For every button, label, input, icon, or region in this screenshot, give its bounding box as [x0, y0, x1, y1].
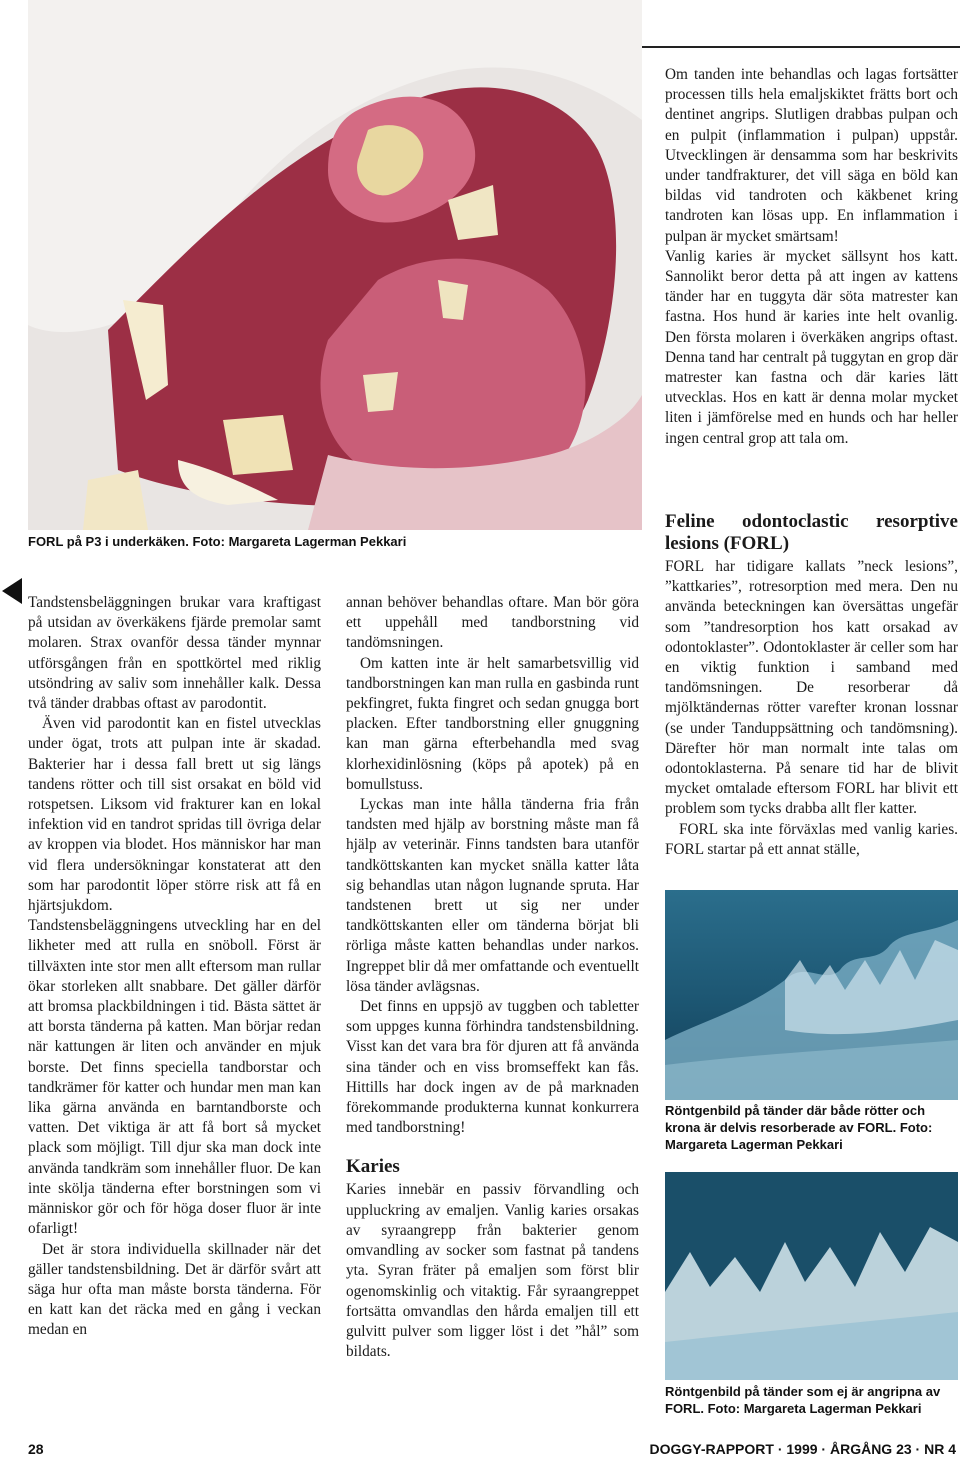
paragraph: FORL ska inte förväxlas med vanlig karies. FORL startar på ett annat ställe, [665, 820, 958, 858]
paragraph: FORL har tidigare kallats ”neck lesions”, ”kattkaries”, rotresorption med mera. Den nu använda beteckningen kan översättas ungefär som ”tandresorption hos katt orsakad av odontoklaster”. Odontoklaster är celler som har en viktig funktion i samband med tandömsningen. De resorberar då mjölktändernas rötter varefter kronan lossnar (se under Tanduppsättning och tandömsning). Därefter hör man normalt inte talas om odontoklasterna. På senare tid har de blivit mycket omtalade eftersom FORL har blivit ett problem som tycks drabba allt fler katter. [665, 558, 958, 818]
paragraph: Vanlig karies är mycket sällsynt hos katt. Sannolikt beror detta på att ingen av kattens tänder har en tuggyta där söta matrester kan fastna. Hos hund är karies inte helt ovanlig. Den första molaren i överkäken angrips oftast. Denna tand har centralt på tuggytan en grop där matrester kan fastna och där karies lätt utvecklas. Hos en katt är denna molar mycket liten i jämförelse med en hunds och har heller ingen central grop att tala om. [665, 247, 958, 447]
paragraph: Även vid parodontit kan en fistel utvecklas under ögat, trots att pulpan inte är skadad. Bakterier har i dessa fall brett ut sig längs tandens rötter och till sist orsakat en böld vid rotspetsen. Liksom vid frakturer kan en lokal infektion vid en tandrot spridas till övriga delar av kroppen via blodet. Hos människor har man vid flera undersökningar konstaterat att den som har parodontit löper större risk att få en hjärtsjukdom. [28, 715, 321, 915]
paragraph: Det finns en uppsjö av tuggben och tabletter som uppges kunna förhindra tandstensbildning. Visst kan det vara bra för djuren att få använda sina tänder och en viss bromseffekt kan fås. Hittills har dock ingen av de på marknaden förekommande produkterna kunnat konkurrera med tandborstning! [346, 998, 639, 1137]
publication-info: DOGGY-RAPPORT · 1999 · ÅRGÅNG 23 · NR 4 [649, 1441, 956, 1457]
right-column-top [665, 65, 958, 449]
paragraph: Karies innebär en passiv förvandling och uppluckring av emaljen. Vanlig karies orsakas av syraangrepp från bakterier genom omvandling av socker som fastnat på tandens yta. Syran fräter på emaljen som först blir ogenomskinlig och vitaktig. Får syraangreppet fortsätta omvandlas den hårda emaljen till ett gulvitt pulver som ligger löst i det ”hål” som bildats. [346, 1181, 639, 1361]
forl-heading: Feline odontoclastic resorptive lesions (FORL) [665, 511, 958, 554]
xray-healthy-photo [665, 1172, 958, 1380]
paragraph: Tandstensbeläggningens utveckling har en del likheter med att rulla en snöboll. Först är tillväxten inte stor men allt eftersom man rullar ökar storleken allt snabbare. Det gäller därför att bromsa plackbildningen i tid. Bästa sättet är att borsta tänderna på katten. Man börjar redan när kattungen är liten och använder en mjuk borste. Det finns speciella tandborstar och tandkrämer för katter och hundar men man kan lika gärna använda en barntandborste och vatten. Det viktiga är att få bort så mycket plack som möjligt. Till djur ska man dock inte använda tandkräm som innehåller fluor. De kan inte skölja tänderna efter borstningen som vi människor gör och för höga doser fluor är inte ofarligt! [28, 917, 321, 1238]
xray-forl-photo [665, 890, 958, 1100]
xray-forl-caption: Röntgenbild på tänder där både rötter och krona är delvis resorberade av FORL. Foto: Margareta Lagerman Pekkari [665, 1103, 933, 1152]
photo-caption: FORL på P3 i underkäken. Foto: Margareta Lagerman Pekkari [28, 534, 407, 549]
left-column [28, 593, 321, 1341]
paragraph: Om katten inte är helt samarbetsvillig vid tandborstningen kan man rulla en gasbinda runt pekfingret, fukta fingret och sedan gnugga bort placken. Efter tandborstning eller gnuggning kan man gärna efterbehandla med svag klorhexidinlösning (köps på apotek) på en bomullstuss. [346, 654, 639, 793]
paragraph: Det är stora individuella skillnader när det gäller tandstensbildning. Det är därför svårt att säga hur ofta man måste borsta tänderna. För en katt kan det räcka med en gång i veckan medan en [28, 1240, 321, 1339]
paragraph: Tandstensbeläggningen brukar vara kraftigast på utsidan av överkäkens fjärde premolar samt molaren. Strax ovanför dessa tänder mynnar utförsgången från en spottkörtel med riklig utsöndring av saliv som innehåller kalk. Dessa två tänder drabbas oftast av parodontit. [28, 594, 321, 713]
right-column-bottom [665, 505, 958, 860]
middle-column [346, 593, 639, 1362]
xray-healthy-caption: Röntgenbild på tänder som ej är angripna av FORL. Foto: Margareta Lagerman Pekkari [665, 1384, 941, 1416]
paragraph: Lyckas man inte hålla tänderna fria från tandsten med hjälp av borstning måste man få hjälp av veterinär. Finns tandsten bara utanför tandköttskanten kan mycket snälla katter låta sig behandlas utan någon lugnande spruta. Har tandstenen brett ut sig ner under tandköttskanten eller om tänderna börjat bli rörliga måste katten behandlas under narkos. Ingreppet blir då mer omfattande och eventuellt lösa tänder avlägsnas. [346, 796, 639, 995]
cat-mouth-photo [28, 0, 642, 530]
continuation-arrow-icon [2, 578, 22, 604]
karies-heading: Karies [346, 1156, 400, 1178]
paragraph: Om tanden inte behandlas och lagas fortsätter processen tills hela emaljskiktet frätts bort och dentinet angrips. Slutligen drabbas pulpan och en pulpit (inflammation i pulpan) uppstår. Utvecklingen är densamma som har beskrivits under tandfrakturer, det vill säga en böld kan bildas vid tandroten och käkbenet kring tandroten kan lösas upp. En inflammation i pulpan är mycket smärtsam! [665, 66, 958, 245]
paragraph: annan behöver behandlas oftare. Man bör göra ett uppehåll med tandborstning vid tandömsningen. [346, 594, 639, 652]
page-number: 28 [28, 1441, 44, 1457]
